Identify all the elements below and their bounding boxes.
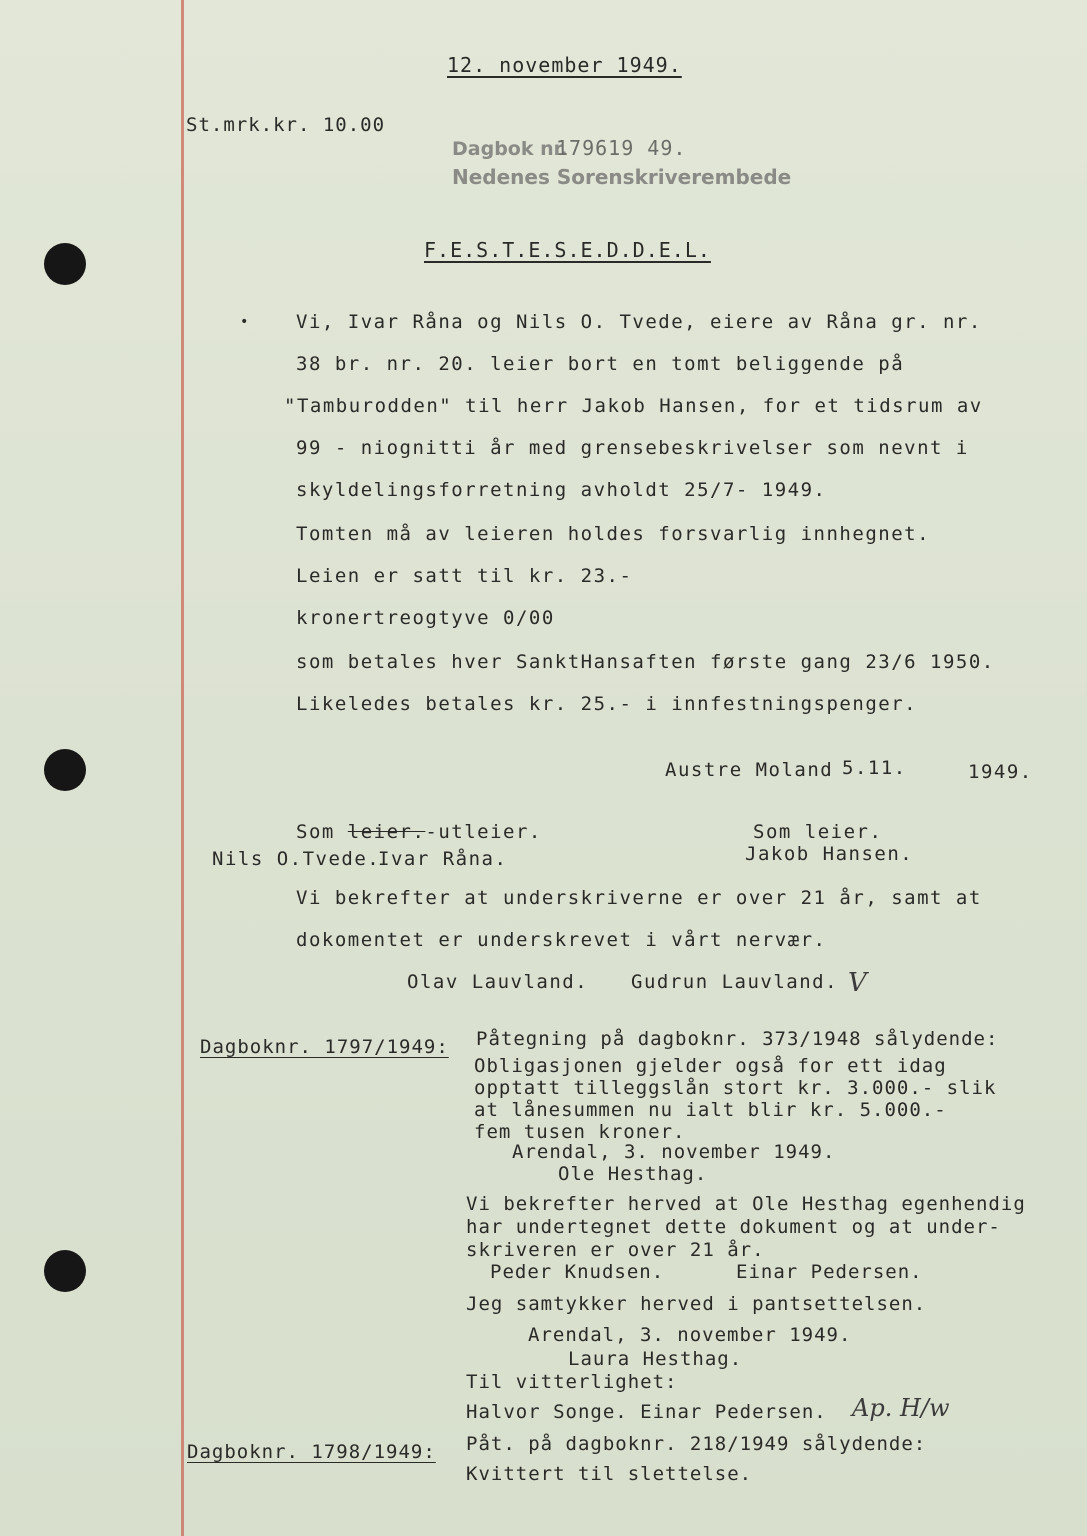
initials: Ap. H/w (852, 1394, 950, 1422)
entry-1797-line: at lånesummen nu ialt blir kr. 5.000.- (474, 1099, 947, 1121)
role-left (296, 820, 542, 844)
festeseddel-line: "Tamburodden" til herr Jakob Hansen, for et tidsrum av (284, 395, 983, 417)
entry-1797-witness-peder: Peder Knudsen. (490, 1261, 665, 1283)
witness-olav: Olav Lauvland. (407, 971, 589, 993)
check-mark: V (848, 968, 867, 998)
entry-1797-heading: Påtegning på dagboknr. 373/1948 sålydende: (476, 1028, 999, 1050)
entry-1797-place-date-2: Arendal, 3. november 1949. (528, 1324, 852, 1346)
office-stamp: Nedenes Sorenskriverembede (452, 165, 792, 189)
signing-year: 1949. (968, 761, 1033, 783)
entry-1798-line: Kvittert til slettelse. (466, 1463, 753, 1485)
page-date: 12. november 1949. (447, 53, 682, 77)
role-right: Som leier. (753, 821, 883, 843)
entry-1797-signer-2: Laura Hesthag. (568, 1348, 743, 1370)
festeseddel-line: Tomten må av leieren holdes forsvarlig innhegnet. (296, 523, 931, 545)
witness-confirm-line: Vi bekrefter at underskriverne er over 21 år, samt at (296, 887, 982, 909)
festeseddel-title: F.E.S.T.E.S.E.D.D.E.L. (424, 238, 711, 262)
witness-confirm-line: dokomentet er underskrevet i vårt nervær. (296, 929, 827, 951)
role-left-rest: -utleier. (425, 821, 542, 843)
festeseddel-line: som betales hver SanktHansaften første gang 23/6 1950. (296, 651, 995, 673)
entry-1798-heading: Påt. på dagboknr. 218/1949 sålydende: (466, 1433, 927, 1455)
role-left-prefix: Som (296, 821, 335, 843)
red-margin-line (181, 0, 184, 1536)
signing-place: Austre Moland (665, 759, 834, 781)
dagbok-stamp-label: Dagbok nr. (452, 138, 568, 160)
entry-1797-confirm-line: har undertegnet dette dokument og at under- (466, 1216, 1001, 1238)
entry-1797-consent: Jeg samtykker herved i pantsettelsen. (466, 1293, 927, 1315)
festeseddel-line: Likeledes betales kr. 25.- i innfestningspenger. (296, 693, 918, 715)
festeseddel-line: 99 - niognitti år med grensebeskrivelser som nevnt i (296, 437, 969, 459)
bullet-dot: • (240, 314, 250, 330)
dagbok-stamp-number: 179619 49. (556, 136, 687, 160)
punch-hole-top (44, 243, 86, 285)
entry-1797-confirm-line: skriveren er over 21 år. (466, 1239, 765, 1261)
signing-date: 5.11. (842, 757, 907, 779)
entry-1797-witnesses: Halvor Songe. Einar Pedersen. (466, 1401, 827, 1423)
signer-ivar: Ivar Råna. (378, 848, 508, 870)
entry-1797-line: Obligasjonen gjelder også for ett idag (474, 1055, 947, 1077)
entry-1797-confirm-line: Vi bekrefter herved at Ole Hesthag egenhendig (466, 1193, 1026, 1215)
witness-gudrun: Gudrun Lauvland. (631, 971, 839, 993)
entry-1797-signer: Ole Hesthag. (558, 1163, 708, 1185)
festeseddel-line: skyldelingsforretning avholdt 25/7- 1949. (296, 479, 827, 501)
entry-1797-witness-einar: Einar Pedersen. (736, 1261, 923, 1283)
festeseddel-line: Leien er satt til kr. 23.- (296, 565, 633, 587)
entry-1797-line: opptatt tilleggslån stort kr. 3.000.- slik (474, 1077, 997, 1099)
punch-hole-bottom (44, 1250, 86, 1292)
signer-jakob: Jakob Hansen. (745, 843, 914, 865)
festeseddel-line: Vi, Ivar Råna og Nils O. Tvede, eiere av Råna gr. nr. (296, 311, 982, 333)
festeseddel-line: kronertreogtyve 0/00 (296, 607, 555, 629)
role-left-struck: leier. (347, 821, 426, 843)
entry-1797-place-date: Arendal, 3. november 1949. (512, 1141, 836, 1163)
entry-1797-line: fem tusen kroner. (474, 1121, 686, 1143)
stamp-duty: St.mrk.kr. 10.00 (186, 114, 386, 136)
entry-1797-label: Dagboknr. 1797/1949: (200, 1036, 449, 1058)
punch-hole-middle (44, 749, 86, 791)
festeseddel-line: 38 br. nr. 20. leier bort en tomt beliggende på (296, 353, 905, 375)
entry-1797-til-vitterlighet: Til vitterlighet: (466, 1371, 678, 1393)
entry-1798-label: Dagboknr. 1798/1949: (187, 1441, 436, 1463)
signer-nils: Nils O.Tvede. (212, 848, 381, 870)
